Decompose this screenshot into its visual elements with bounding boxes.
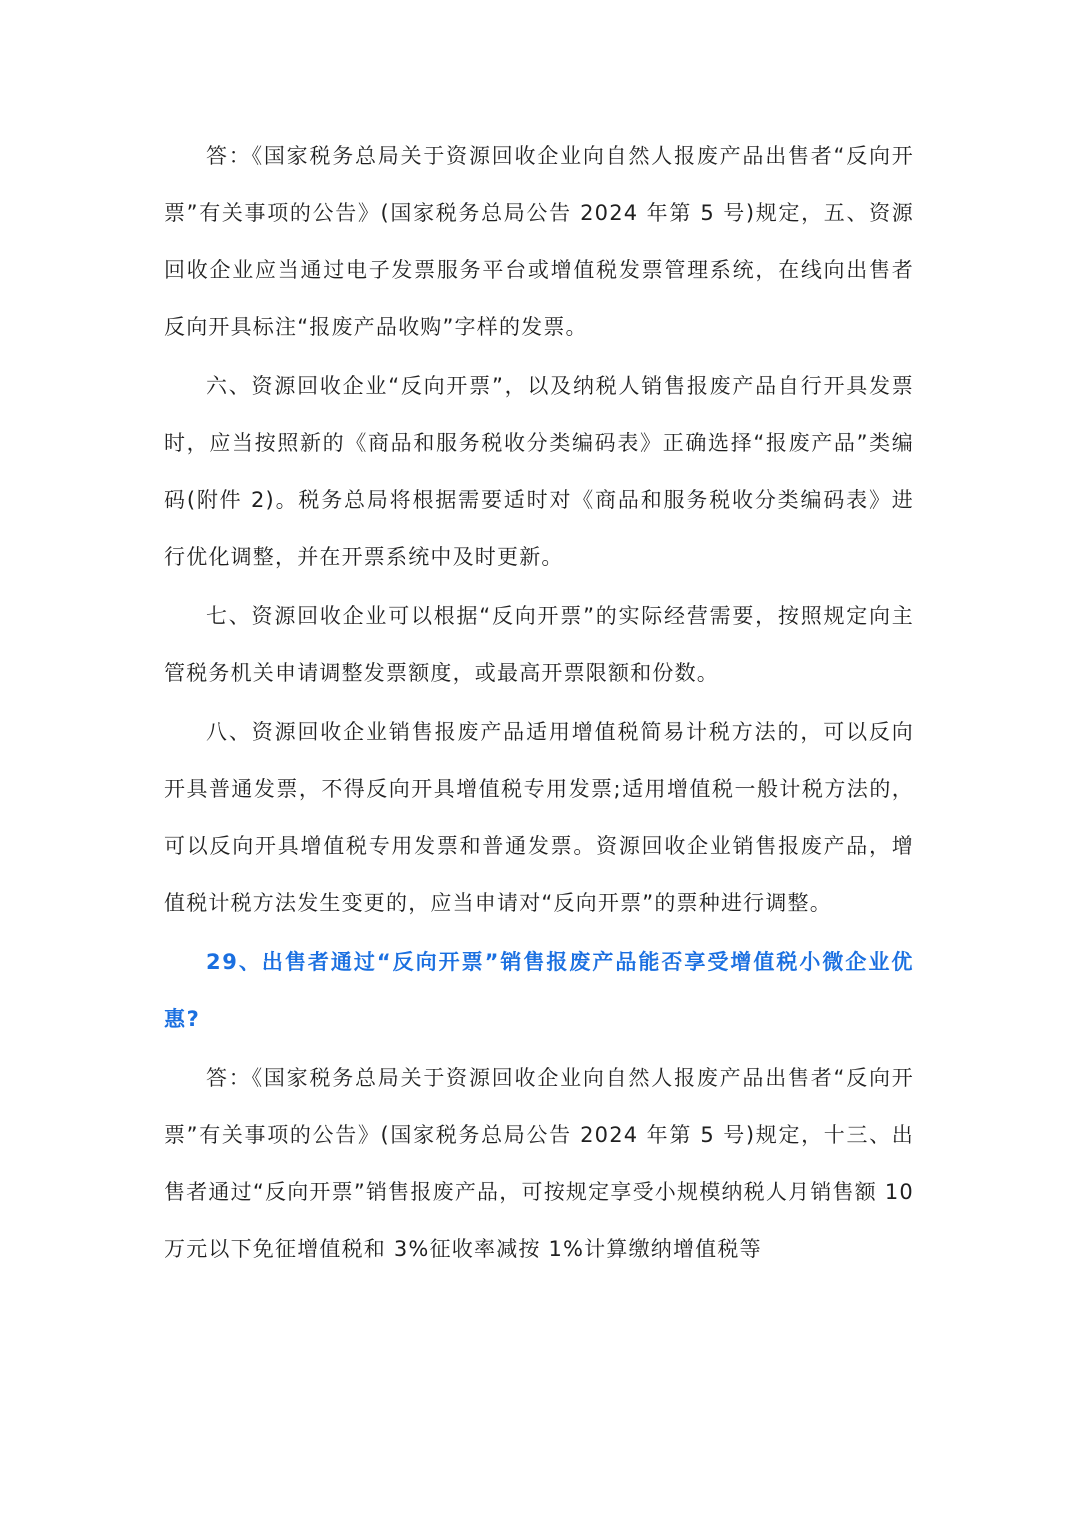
answer-paragraph-item-6: 六、资源回收企业“反向开票”，以及纳税人销售报废产品自行开具发票时，应当按照新的《商品和服务税收分类编码表》正确选择“报废产品”类编码(附件 2)。税务总局将根据需要适时对《商品和服务税收分类编码表》进行优化调整，并在开票系统中及时更新。 <box>164 374 914 569</box>
document-page <box>164 128 914 1278</box>
answer-paragraph-item-7: 七、资源回收企业可以根据“反向开票”的实际经营需要，按照规定向主管税务机关申请调整发票额度，或最高开票限额和份数。 <box>164 604 914 685</box>
answer-paragraph-item-5: 答：《国家税务总局关于资源回收企业向自然人报废产品出售者“反向开票”有关事项的公告》(国家税务总局公告 2024 年第 5 号)规定，五、资源回收企业应当通过电子发票服务平台或增值税发票管理系统，在线向出售者反向开具标注“报废产品收购”字样的发票。 <box>164 144 914 339</box>
question-29-heading: 29、出售者通过“反向开票”销售报废产品能否享受增值税小微企业优惠? <box>164 950 914 1031</box>
answer-paragraph-item-8: 八、资源回收企业销售报废产品适用增值税简易计税方法的，可以反向开具普通发票，不得反向开具增值税专用发票;适用增值税一般计税方法的，可以反向开具增值税专用发票和普通发票。资源回收企业销售报废产品，增值税计税方法发生变更的，应当申请对“反向开票”的票种进行调整。 <box>164 720 914 915</box>
answer-29-paragraph: 答：《国家税务总局关于资源回收企业向自然人报废产品出售者“反向开票”有关事项的公告》(国家税务总局公告 2024 年第 5 号)规定，十三、出售者通过“反向开票”销售报废产品，可按规定享受小规模纳税人月销售额 10 万元以下免征增值税和 3%征收率减按 1%计算缴纳增值税等 <box>164 1066 914 1261</box>
